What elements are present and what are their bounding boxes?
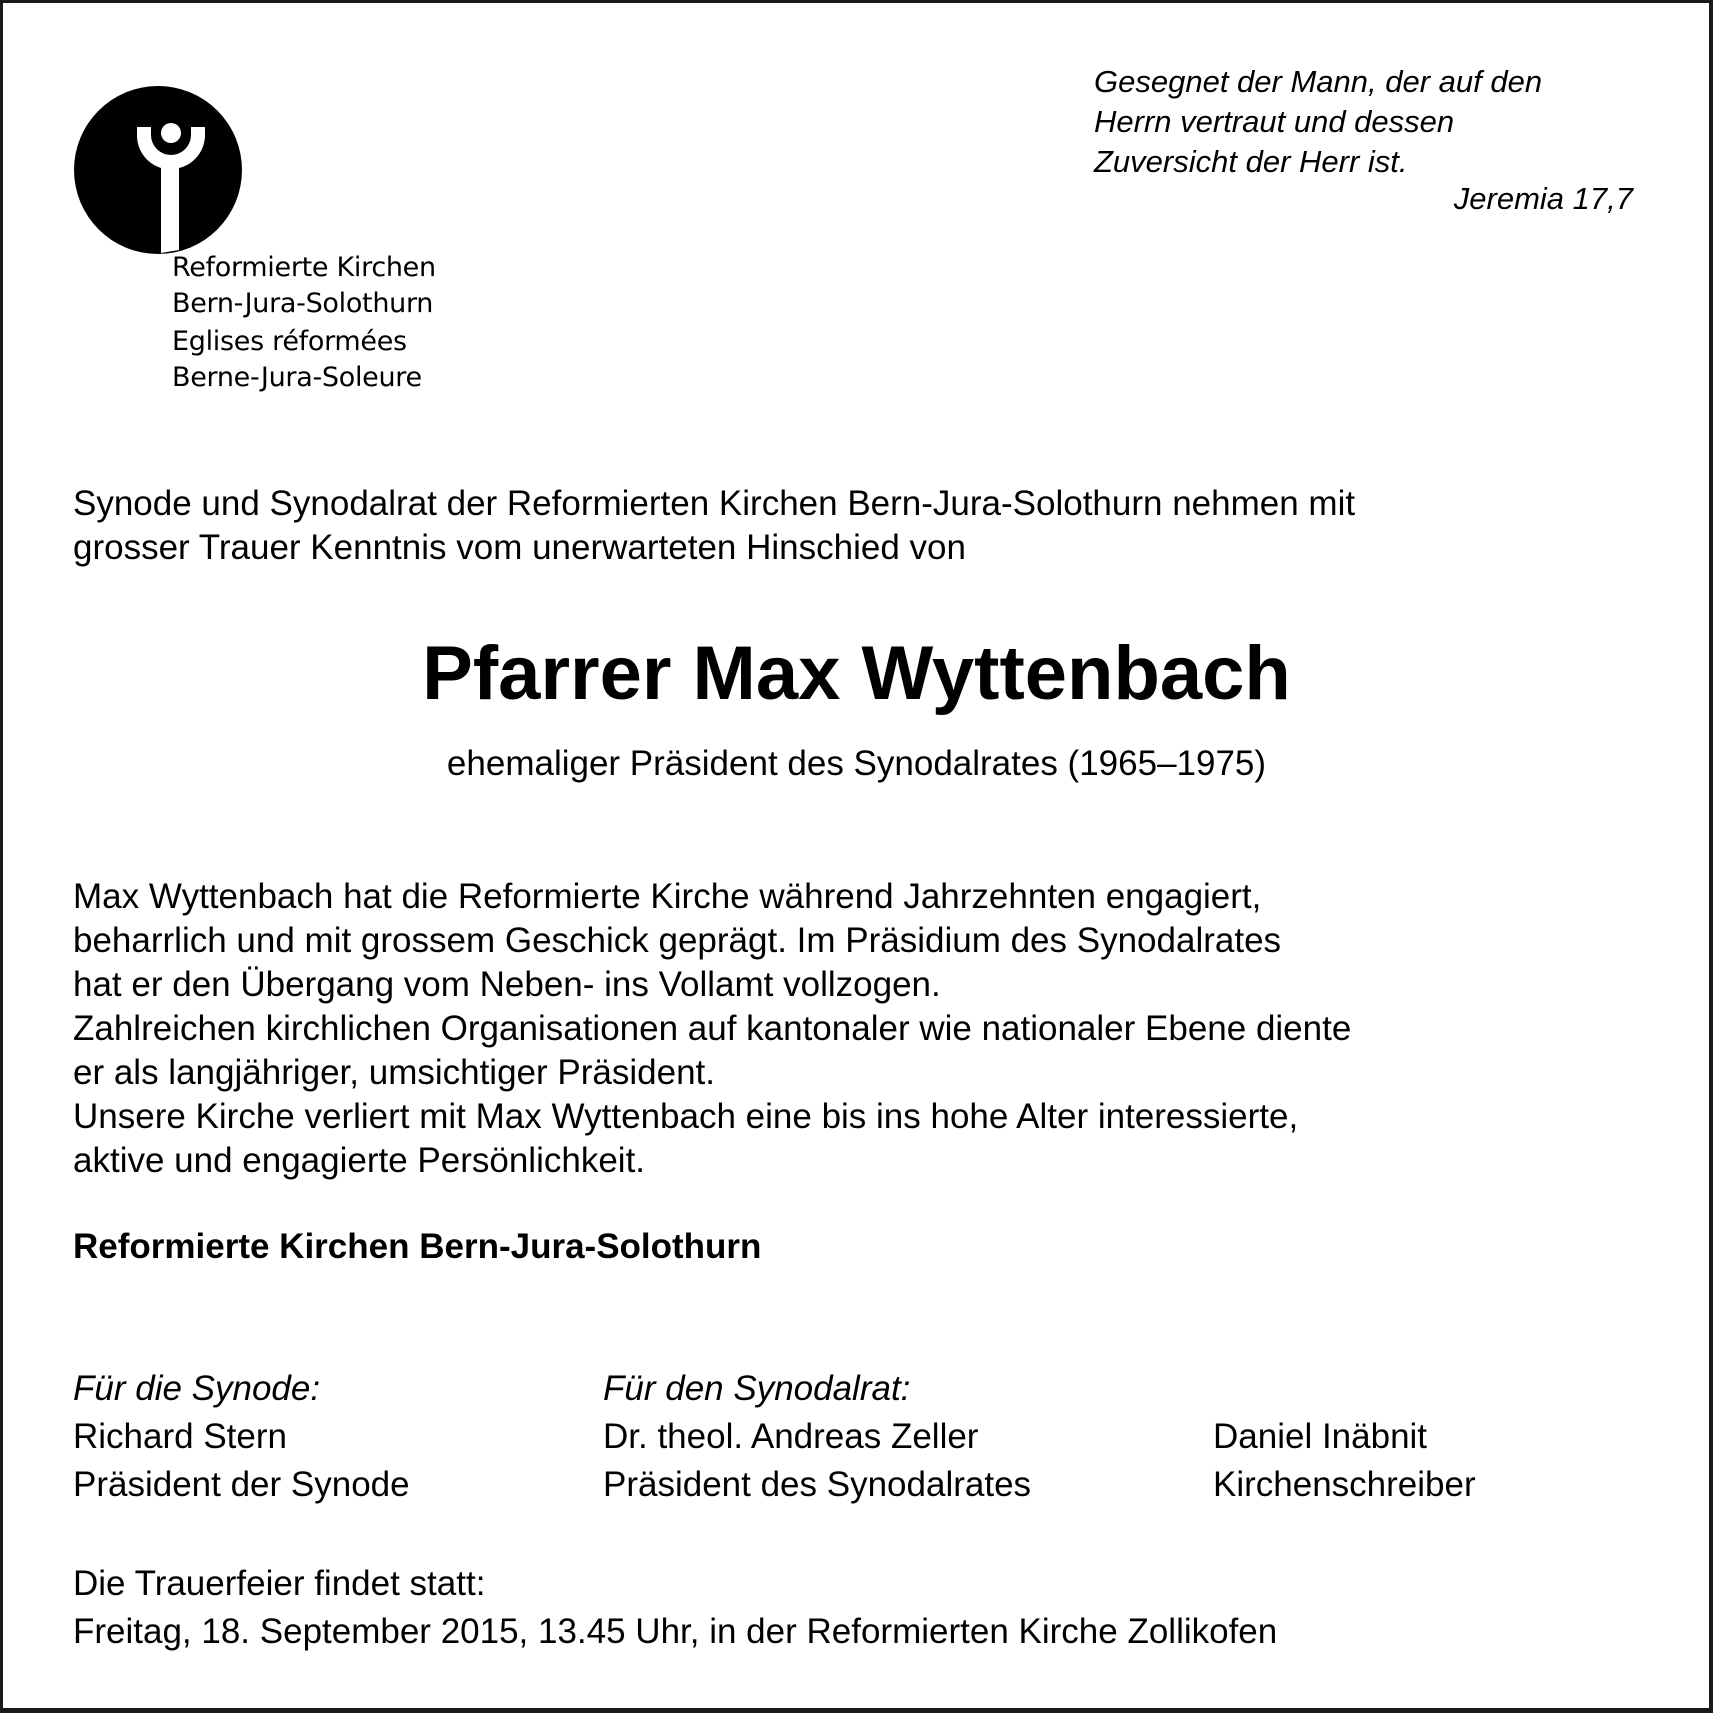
reformed-church-symbol-icon	[73, 85, 243, 255]
signatory-heading: Für den Synodalrat:	[603, 1369, 911, 1408]
logo-text	[172, 250, 436, 396]
verse-line: Zuversicht der Herr ist.	[1094, 144, 1408, 179]
deceased-name: Pfarrer Max Wyttenbach	[422, 631, 1291, 716]
tribute-line: beharrlich und mit grossem Geschick geprägt. Im Präsidium des Synodalrates	[73, 921, 1282, 960]
signatory-synode	[73, 1365, 410, 1509]
bible-verse	[1094, 62, 1542, 182]
signatory-name: Richard Stern	[73, 1417, 287, 1456]
organization-signature: Reformierte Kirchen Bern-Jura-Solothurn	[73, 1227, 762, 1266]
tribute-line: Unsere Kirche verliert mit Max Wyttenbach eine bis ins hohe Alter interessierte,	[73, 1097, 1299, 1136]
signatory-role: Kirchenschreiber	[1213, 1465, 1476, 1504]
tribute-text	[73, 875, 1351, 1183]
logo-line: Eglises réformées	[172, 326, 407, 357]
signatory-role: Präsident der Synode	[73, 1465, 410, 1504]
logo-line: Berne-Jura-Soleure	[172, 362, 422, 393]
signatory-name: Daniel Inäbnit	[1213, 1417, 1428, 1456]
signatory-role: Präsident des Synodalrates	[603, 1465, 1032, 1504]
funeral-line: Die Trauerfeier findet statt:	[73, 1564, 486, 1603]
funeral-line: Freitag, 18. September 2015, 13.45 Uhr, in der Reformierten Kirche Zollikofen	[73, 1612, 1278, 1651]
funeral-info	[73, 1560, 1277, 1656]
logo-line: Bern-Jura-Solothurn	[172, 288, 434, 319]
signatory-heading: Für die Synode:	[73, 1369, 321, 1408]
tribute-line: er als langjähriger, umsichtiger Präsident.	[73, 1053, 715, 1092]
intro-line: grosser Trauer Kenntnis vom unerwarteten Hinschied von	[73, 528, 966, 567]
verse-line: Herrn vertraut und dessen	[1094, 104, 1455, 139]
deceased-subtitle: ehemaliger Präsident des Synodalrates (1965–1975)	[446, 744, 1267, 783]
signatory-synodalrat	[603, 1365, 1031, 1509]
tribute-line: aktive und engagierte Persönlichkeit.	[73, 1141, 646, 1180]
verse-reference: Jeremia 17,7	[1453, 181, 1633, 216]
logo-line: Reformierte Kirchen	[172, 252, 436, 283]
intro-line: Synode und Synodalrat der Reformierten Kirchen Bern-Jura-Solothurn nehmen mit	[73, 484, 1356, 523]
verse-line: Gesegnet der Mann, der auf den	[1094, 64, 1543, 99]
tribute-line: Max Wyttenbach hat die Reformierte Kirche während Jahrzehnten engagiert,	[73, 877, 1262, 916]
tribute-line: hat er den Übergang vom Neben- ins Vollamt vollzogen.	[73, 965, 941, 1004]
intro-text	[73, 482, 1355, 570]
tribute-line: Zahlreichen kirchlichen Organisationen auf kantonaler wie nationaler Ebene diente	[73, 1009, 1352, 1048]
signatory-name: Dr. theol. Andreas Zeller	[603, 1417, 979, 1456]
signatory-kirchenschreiber	[1213, 1413, 1476, 1509]
